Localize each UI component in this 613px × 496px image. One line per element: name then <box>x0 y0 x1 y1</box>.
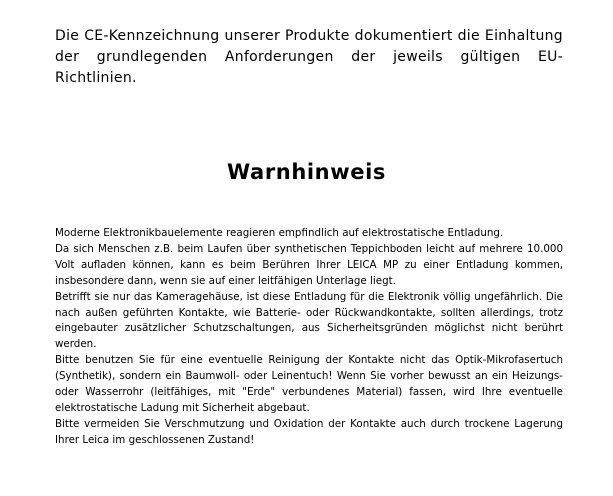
warning-paragraph-storage: Bitte vermeiden Sie Verschmutzung und Oxidation der Kontakte auch durch trockene Lagerung Ihrer Leica im geschlossenen Zustand! <box>55 417 563 446</box>
warning-paragraph-cleaning: Bitte benutzen Sie für eine eventuelle Reinigung der Kontakte nicht das Optik-Mikrofasertuch (Synthetik), sondern ein Baumwoll- oder Leinentuch! Wenn Sie vorher bewusst an ein Heizungs- oder Wasserrohr (leitfähiges, mit "Erde" verbundenes Material) fassen, wird Ihre eventuelle elektrostatische Ladung mit Sicherheit abgebaut. <box>55 354 563 414</box>
warning-paragraph-esd-sensitivity: Moderne Elektronikbauelemente reagieren empfindlich auf elektrostatische Entladung. <box>55 227 504 239</box>
warning-body <box>55 226 563 449</box>
warning-paragraph-static-charge: Da sich Menschen z.B. beim Laufen über synthetischen Teppichboden leicht auf mehrere 10.000 Volt aufladen können, kann es beim Berühren Ihrer LEICA MP zu einer Entladung kommen, insbesondere dann, wenn sie auf einer leitfähigen Unterlage liegt. <box>55 242 563 287</box>
ce-marking-note: Die CE-Kennzeichnung unserer Produkte dokumentiert die Einhaltung der grundlegenden Anforderungen der jeweils gültigen EU-Richtlinien. <box>55 28 563 86</box>
warning-paragraph-contacts: Betrifft sie nur das Kameragehäuse, ist diese Entladung für die Elektronik völlig ungefährlich. Die nach außen geführten Kontakte, wie Batterie- oder Rückwandkontakte, sollten allerdings, trotz eingebauter zusätzlicher Schutzschaltungen, aus Sicherheitsgründen möglichst nicht berührt werden. <box>55 290 563 351</box>
warning-heading: Warnhinweis <box>227 160 386 184</box>
